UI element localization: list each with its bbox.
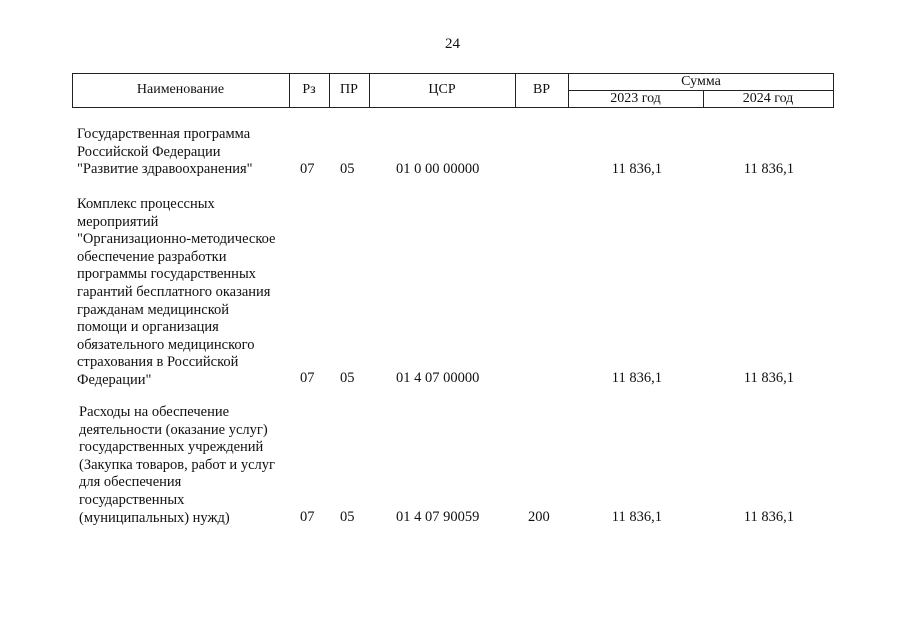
row-name: Комплекс процессных мероприятий "Организационно-методическое обеспечение разработки программы государственных гарантий бесплатного оказания гражданам медицинской помощи и организация обязательного медицинского страхования в Российской Федерации" (77, 196, 276, 388)
row-vr: 200 (528, 509, 550, 525)
row-pr: 05 (340, 509, 355, 525)
row-sum-2024: 11 836,1 (743, 509, 794, 525)
header-rz: Рз (302, 82, 316, 97)
row-name: Расходы на обеспечение деятельности (оказание услуг) государственных учреждений (Закупка товаров, работ и услуг для обеспечения государственных (муниципальных) нужд) (79, 404, 275, 526)
row-csr: 01 4 07 00000 (396, 370, 480, 386)
header-bottom-border (72, 107, 834, 108)
header-name: Наименование (136, 82, 225, 97)
row-sum-2024: 11 836,1 (743, 161, 794, 177)
row-rz: 07 (300, 370, 315, 386)
header-sum: Сумма (681, 74, 721, 89)
header-vr: ВР (532, 82, 551, 97)
header-csr: ЦСР (428, 82, 456, 97)
row-csr: 01 0 00 00000 (396, 161, 480, 177)
row-sum-2023: 11 836,1 (611, 370, 662, 386)
header-pr: ПР (340, 82, 358, 97)
row-pr: 05 (340, 370, 355, 386)
row-pr: 05 (340, 161, 355, 177)
row-sum-2024: 11 836,1 (743, 370, 794, 386)
header-2024: 2024 год (742, 91, 794, 106)
page-number: 24 (445, 36, 460, 52)
header-2023: 2023 год (610, 91, 661, 106)
row-sum-2023: 11 836,1 (611, 509, 662, 525)
row-rz: 07 (300, 509, 315, 525)
row-sum-2023: 11 836,1 (611, 161, 662, 177)
row-csr: 01 4 07 90059 (396, 509, 480, 525)
row-name: Государственная программа Российской Федерации "Развитие здравоохранения" (77, 126, 253, 178)
row-rz: 07 (300, 161, 315, 177)
